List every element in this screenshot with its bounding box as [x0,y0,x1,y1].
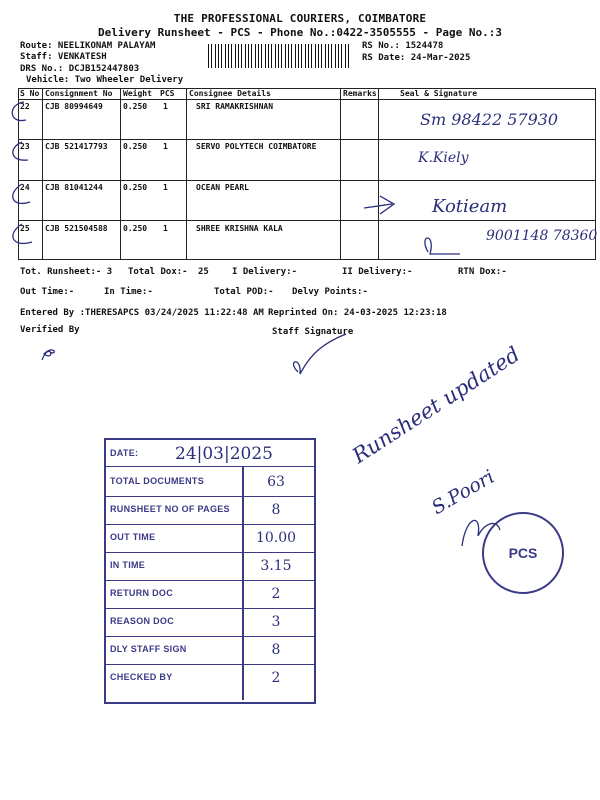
tot-runsheet: Tot. Runsheet:- 3 [20,267,113,277]
table-row-consignee: SHREE KRISHNA KALA [196,224,283,233]
pen-mark-row3 [13,184,30,203]
stamp-value-date: 24|03|2025 [175,444,273,464]
stamp-value-total-documents: 63 [267,474,285,490]
seal-signature-scribble [456,506,506,552]
col-header-consignee: Consignee Details [189,89,271,98]
stamp-value-return-doc: 2 [271,586,281,602]
table-row-consignment: CJB 521504588 [45,224,108,233]
stamp-value-reason-doc: 3 [271,614,281,630]
table-row-sno: 25 [20,224,30,233]
stamp-label-staff-sign: DLY STAFF SIGN [110,644,187,654]
stamp-value-staff-sign: 8 [271,642,281,658]
pen-mark-row2 [13,142,28,160]
table-row-signature: K.Kiely [418,150,469,166]
stamp-value-out-time: 10.00 [255,530,297,546]
table-row-weight: 0.250 [123,224,148,233]
table-row-pcs: 1 [163,102,168,111]
total-dox-label: Total Dox:- [128,267,188,277]
table-row-weight: 0.250 [123,183,148,192]
company-title: THE PROFESSIONAL COURIERS, COIMBATORE [173,12,427,25]
runsheet-stamp [104,438,316,704]
table-row-pcs: 1 [163,142,168,151]
rs-no-text: RS No.: 1524478 [362,41,444,51]
col-header-sno: S No [20,89,40,98]
staff-text: Staff: VENKATESH [20,52,107,62]
i-delivery: I Delivery:- [232,267,298,277]
table-row-consignee: OCEAN PEARL [196,183,249,192]
stamp-value-pages: 8 [271,502,281,518]
pcs-seal-text: PCS [508,545,538,561]
table-row-sno: 24 [20,183,30,192]
stamp-label-out-time: OUT TIME [110,532,156,542]
staff-signature-scribble [293,334,346,374]
table-row-sno: 23 [20,142,30,151]
rs-date-text: RS Date: 24-Mar-2025 [362,53,471,63]
table-row-consignment: CJB 521417793 [45,142,108,151]
col-header-signature: Seal & Signature [400,89,478,98]
signature-scribbles [30,330,360,382]
table-row-consignment: CJB 80994649 [45,102,103,111]
reprinted-on: Reprinted On: 24-03-2025 12:23:18 [268,308,447,318]
table-row-consignment: CJB 81041244 [45,183,103,192]
stamp-label-checked-by: CHECKED BY [110,672,173,682]
verified-by: Verified By [20,325,80,335]
stamp-label-reason-doc: REASON DOC [110,616,175,626]
col-header-weight: Weight [123,89,152,98]
table-row-signature: Sm 98422 57930 [420,110,559,129]
table-row-signature: Kotieam [432,196,508,217]
route-text: Route: NEELIKONAM PALAYAM [20,41,156,51]
stamp-label-in-time: IN TIME [110,560,146,570]
stamp-label-pages: RUNSHEET NO OF PAGES [110,504,230,514]
table-row-consignee: SRI RAMAKRISHNAN [196,102,274,111]
stamp-value-in-time: 3.15 [260,558,292,574]
barcode-icon [208,44,352,68]
verified-signature [42,350,54,360]
runsheet-subtitle: Delivery Runsheet - PCS - Phone No.:0422-3505555 - Page No.:3 [98,26,502,39]
out-time: Out Time:- [20,287,75,297]
drs-text: DRS No.: DCJB152447803 [20,64,140,74]
table-row-signature: 9001148 78360 [486,228,598,244]
stamp-label-return-doc: RETURN DOC [110,588,173,598]
delvy-points: Delvy Points:- [292,287,368,297]
staff-signature: Staff Signature [272,327,354,337]
rtn-dox: RTN Dox:- [458,267,507,277]
ii-delivery: II Delivery:- [342,267,413,277]
in-time: In Time:- [104,287,153,297]
note-signature: S.Poori [428,465,499,520]
table-row-pcs: 1 [163,183,168,192]
stamp-value-checked-by: 2 [271,670,281,686]
table-row-weight: 0.250 [123,142,148,151]
vehicle-text: Vehicle: Two Wheeler Delivery [26,75,184,85]
table-row-pcs: 1 [163,224,168,233]
pen-mark-row1 [12,102,26,121]
stamp-label-date: DATE: [110,448,139,458]
handwritten-marks [0,84,600,270]
col-header-remarks: Remarks [343,89,377,98]
scribble-mark [425,238,460,254]
total-pod: Total POD:- [214,287,274,297]
entered-by: Entered By :THERESAPCS 03/24/2025 11:22:48 AM [20,308,264,318]
table-row-consignee: SERVO POLYTECH COIMBATORE [196,142,317,151]
stamp-label-total-documents: TOTAL DOCUMENTS [110,476,204,486]
pen-mark-row4 [13,224,32,243]
total-dox-value: 25 [198,267,209,277]
col-header-consignment: Consignment No [45,89,113,98]
table-row-weight: 0.250 [123,102,148,111]
table-row-sno: 22 [20,102,30,111]
arrow-mark [364,196,394,214]
col-header-pcs: PCS [160,89,175,98]
runsheet-updated-note: Runsheet updated [348,342,525,469]
